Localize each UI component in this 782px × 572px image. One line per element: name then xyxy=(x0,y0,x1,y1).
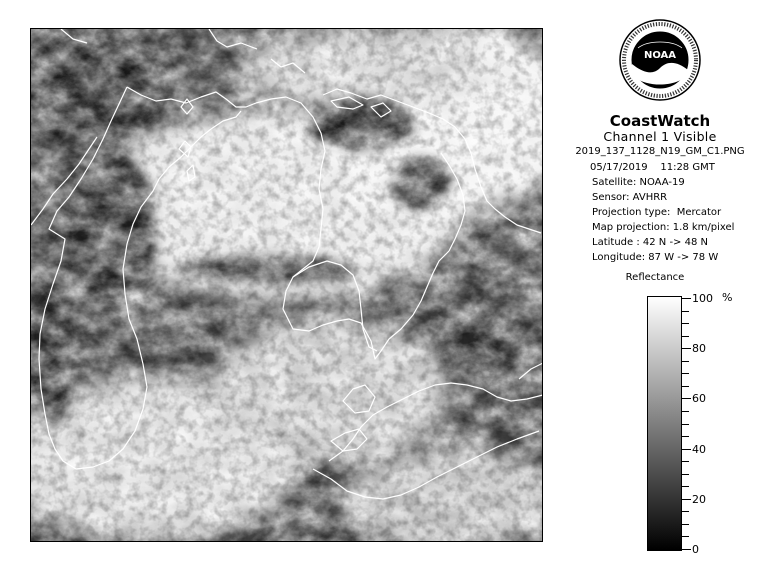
app-title: CoastWatch xyxy=(609,112,711,130)
colorbar-minor-tick xyxy=(682,436,689,437)
colorbar-minor-tick xyxy=(682,461,689,462)
colorbar-minor-tick xyxy=(682,361,689,362)
colorbar-minor-tick xyxy=(682,486,689,487)
colorbar-tick-label: 0 xyxy=(692,543,699,556)
colorbar-minor-tick xyxy=(682,411,689,412)
satellite-image xyxy=(31,29,543,542)
colorbar-tick-label: 80 xyxy=(692,342,706,355)
satellite-map xyxy=(30,28,543,542)
latitude-range: Latitude : 42 N -> 48 N xyxy=(592,237,708,248)
colorbar-minor-tick xyxy=(682,524,689,525)
noaa-emblem-icon xyxy=(618,18,702,102)
colorbar-minor-tick xyxy=(682,323,689,324)
colorbar-minor-tick xyxy=(682,336,689,337)
colorbar-major-tick xyxy=(682,298,691,299)
image-filename: 2019_137_1128_N19_GM_C1.PNG xyxy=(575,146,745,157)
projection-type-info: Projection type: Mercator xyxy=(592,207,722,218)
colorbar-tick-label: 20 xyxy=(692,493,706,506)
acquisition-date-time: 05/17/2019 11:28 GMT xyxy=(590,162,715,173)
colorbar-major-tick xyxy=(682,398,691,399)
colorbar-minor-tick xyxy=(682,373,689,374)
colorbar-title: Reflectance xyxy=(625,272,685,283)
sensor-info: Sensor: AVHRR xyxy=(592,192,668,203)
map-projection-info: Map projection: 1.8 km/pixel xyxy=(592,222,735,233)
colorbar-minor-tick xyxy=(682,311,689,312)
colorbar-tick-label: 40 xyxy=(692,443,706,456)
colorbar-minor-tick xyxy=(682,536,689,537)
satellite-info: Satellite: NOAA-19 xyxy=(592,177,685,188)
colorbar-major-tick xyxy=(682,549,691,550)
longitude-range: Longitude: 87 W -> 78 W xyxy=(592,252,719,263)
colorbar-minor-tick xyxy=(682,424,689,425)
colorbar-unit: % xyxy=(722,291,733,304)
logo-text: NOAA xyxy=(643,50,677,61)
noaa-logo xyxy=(618,18,702,102)
colorbar-minor-tick xyxy=(682,511,689,512)
colorbar-major-tick xyxy=(682,499,691,500)
colorbar-tick-label: 60 xyxy=(692,392,706,405)
colorbar-major-tick xyxy=(682,449,691,450)
channel-label: Channel 1 Visible xyxy=(603,129,717,144)
colorbar-minor-tick xyxy=(682,386,689,387)
colorbar-major-tick xyxy=(682,348,691,349)
colorbar-tick-label: 100 xyxy=(692,292,713,305)
colorbar-minor-tick xyxy=(682,474,689,475)
reflectance-colorbar xyxy=(647,296,682,551)
